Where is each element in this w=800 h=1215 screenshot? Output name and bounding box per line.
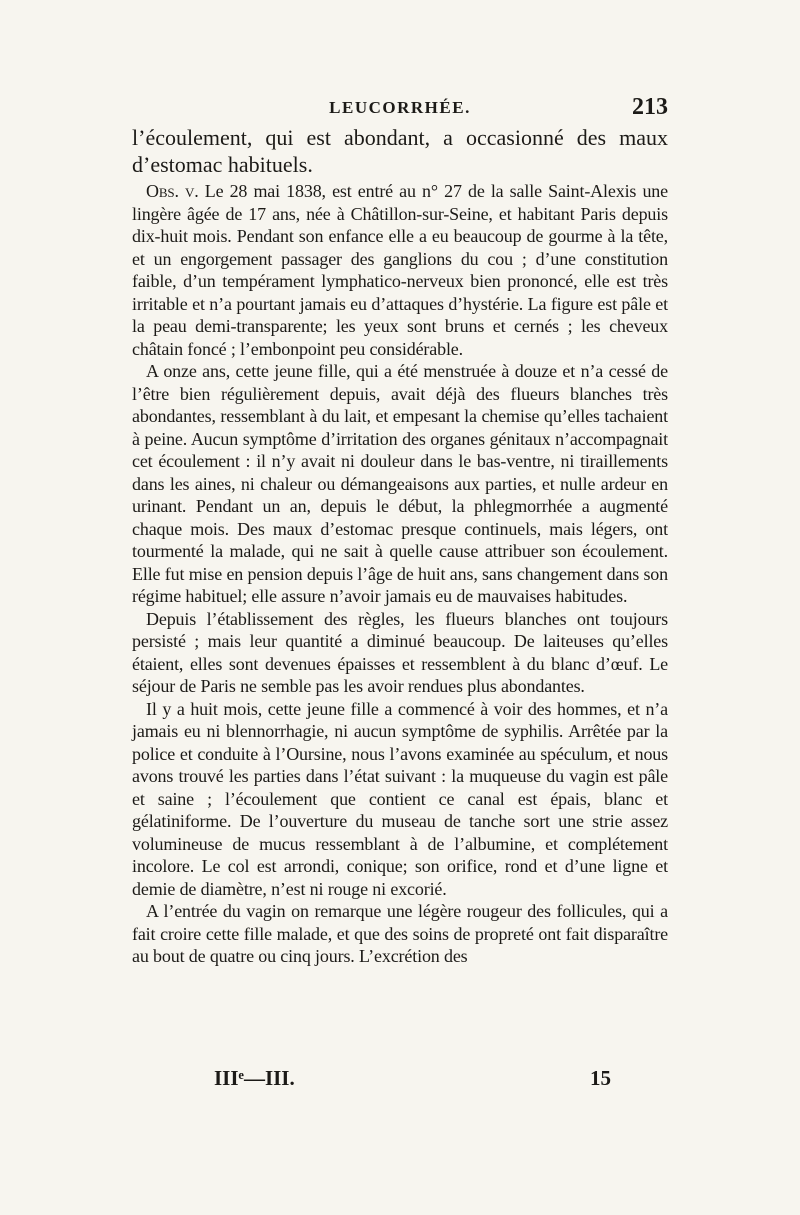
paragraph-menses: Depuis l’établissement des règles, les flueurs blanches ont toujours persisté ; mais leur quantité a diminué beaucoup. De laiteuses qu’elles étaient, elles sont devenues épaisses et ressemblent à du blanc d’œuf. Le séjour de Paris ne semble pas les avoir rendues plus abondantes. xyxy=(132,608,668,696)
paragraph-continuation: l’écoulement, qui est abondant, a occasionné des maux d’estomac habituels. xyxy=(132,125,668,177)
paragraph-observation xyxy=(132,180,668,360)
signature-mark: IIIᵉ—III. xyxy=(214,1066,295,1090)
page-footer xyxy=(132,1066,668,1094)
paragraph-history: A onze ans, cette jeune fille, qui a été menstruée à douze et n’a cessé de l’être bien régulièrement depuis, avait déjà des flueurs blanches très abondantes, ressemblant à du lait, et empesant la chemise qu’elles tachaient à peine. Aucun symptôme d’irritation des organes génitaux n’accompagnait cet écoulement : il n’y avait ni douleur dans le bas-ventre, ni tiraillements dans les aines, ni chaleur ou démangeaisons aux parties, et nulle ardeur en urinant. Pendant un an, depuis le début, la phlegmorrhée a augmenté chaque mois. Des maux d’estomac presque continuels, mais légers, ont tourmenté la malade, qui ne sait à quelle cause attribuer son écoulement. Elle fut mise en pension depuis l’âge de huit ans, sans changement dans son régime habituel; elle assure n’avoir jamais eu de mauvaises habitudes. xyxy=(132,361,668,606)
page-number: 213 xyxy=(632,94,668,120)
paragraph-examination: Il y a huit mois, cette jeune fille a commencé à voir des hommes, et n’a jamais eu ni blennorrhagie, ni aucun symptôme de syphilis. Arrêtée par la police et conduite à l’Oursine, nous l’avons examinée au spéculum, et nous avons trouvé les parties dans l’état suivant : la muqueuse du vagin est pâle et saine ; l’écoulement que contient ce canal est épais, blanc et gélatiniforme. De l’ouverture du museau de tanche sort une strie assez volumineuse de mucus ressemblant à de l’albumine, et complétement incolore. Le col est arrondi, conique; son orifice, rond et d’une ligne et demie de diamètre, n’est ni rouge ni excorié. xyxy=(132,698,668,899)
footer-page-number: 15 xyxy=(590,1066,611,1090)
observation-text: Le 28 mai 1838, est entré au n° 27 de la salle Saint-Alexis une lingère âgée de 17 ans, née à Châtillon-sur-Seine, et habitant Paris depuis dix-huit mois. Pendant son enfance elle a eu beaucoup de gourme à la tête, et un engorgement passager des ganglions du cou ; d’une constitution faible, d’un tempérament lymphatico-nerveux bien prononcé, elle est très irritable et n’a pourtant jamais eu d’attaques d’hystérie. La figure est pâle et la peau demi-transparente; les yeux sont bruns et cernés ; les cheveux châtain foncé ; l’embonpoint peu considérable. xyxy=(132,181,668,359)
observation-label: Obs. v. xyxy=(146,181,199,201)
paragraph-follicles: A l’entrée du vagin on remarque une légère rougeur des follicules, qui a fait croire cette fille malade, et que des soins de propreté ont fait disparaître au bout de quatre ou cinq jours. L’excrétion des xyxy=(132,901,668,966)
running-title: LEUCORRHÉE. xyxy=(329,98,471,117)
body-text xyxy=(132,124,668,968)
